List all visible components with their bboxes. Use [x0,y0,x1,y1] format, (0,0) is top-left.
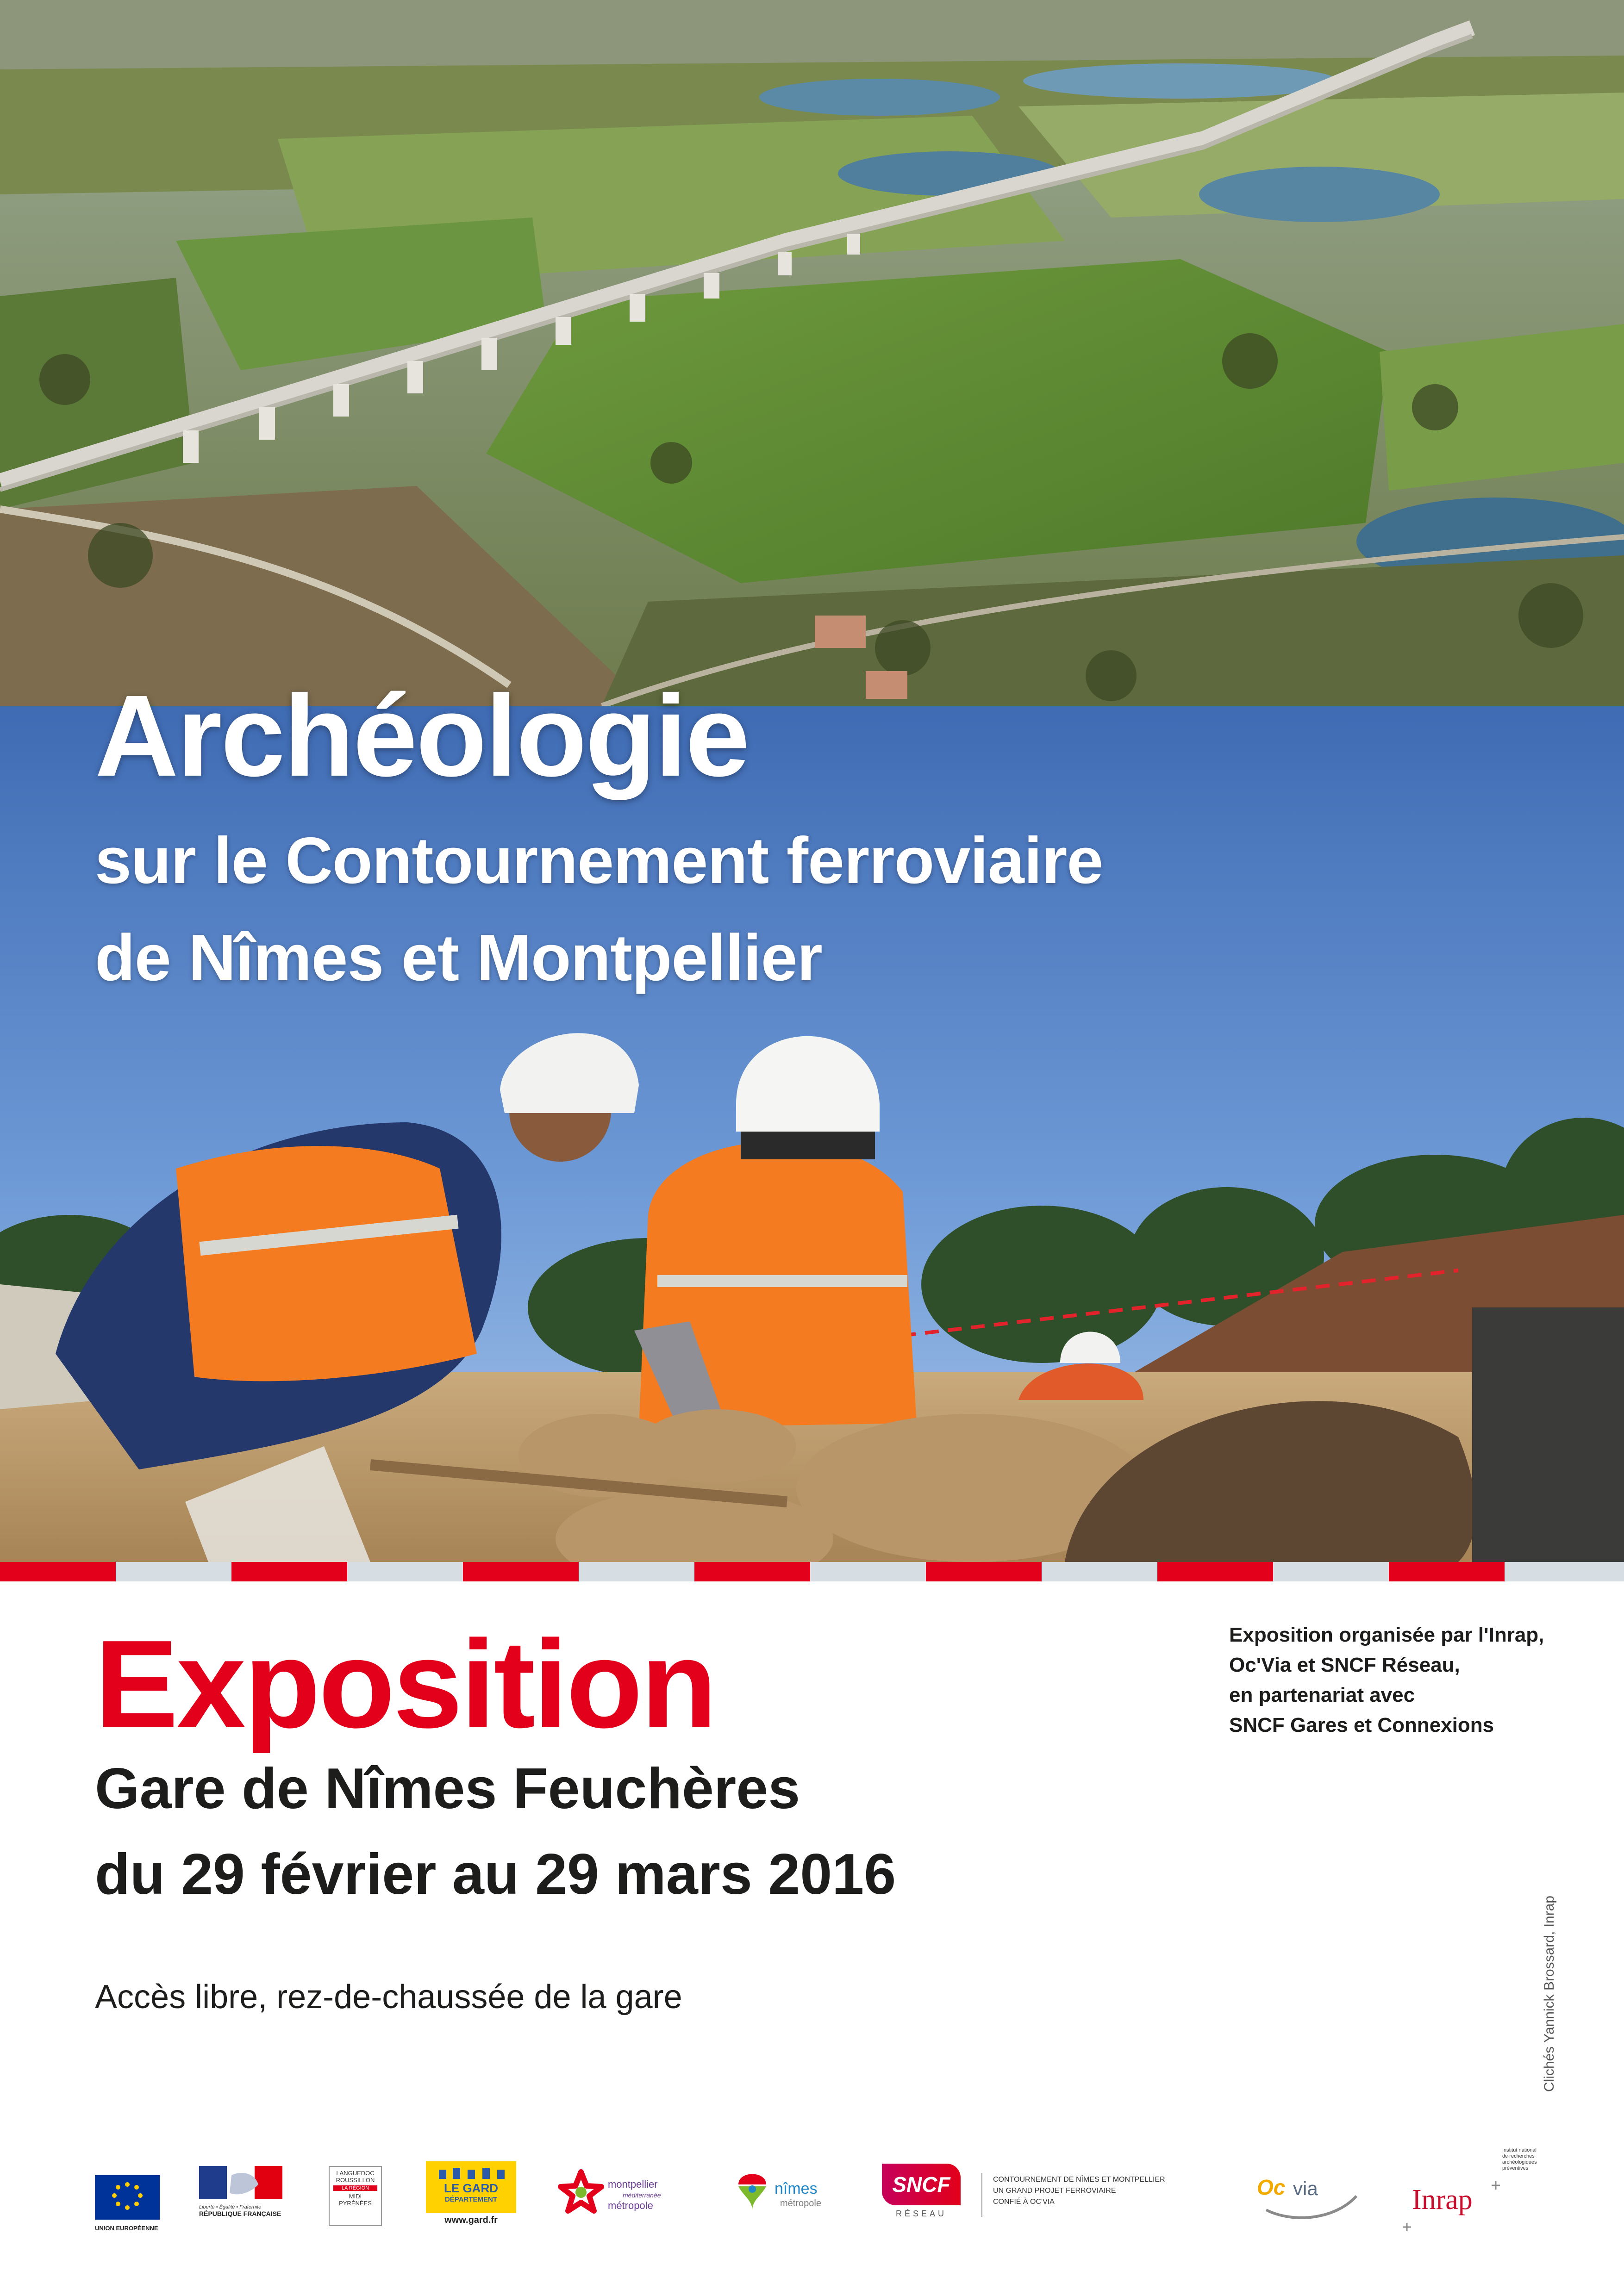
eu-flag-icon [95,2175,160,2220]
sncf-sub: RÉSEAU [895,2209,947,2218]
decorative-stripe [0,1562,1624,1581]
cnm-line-2: UN GRAND PROJET FERROVIAIRE [993,2187,1116,2195]
rf-label: RÉPUBLIQUE FRANÇAISE [199,2210,281,2217]
subtitle-line-1: sur le Contournement ferroviaire [95,824,1103,897]
ocvia-logo [1257,2173,1359,2224]
ocvia-oc: Oc [1257,2175,1286,2199]
venue: Gare de Nîmes Feuchères [95,1757,800,1821]
organizers-line-3: en partenariat avec [1229,1684,1415,1706]
exposition-title: Exposition [95,1615,716,1754]
montpellier-metropole-logo [558,2168,697,2219]
sncf-wordmark: SNCF [882,2164,961,2205]
partner-logos [0,2147,1624,2259]
inrap-wordmark: Inrap [1412,2184,1473,2215]
gard-figures-icon [434,2167,508,2179]
organizers-line-4: SNCF Gares et Connexions [1229,1714,1494,1736]
cnm-project-label [993,2174,1211,2208]
languedoc-line-5: PYRÉNÉES [339,2200,372,2207]
organizers-block [1229,1620,1581,1740]
eu-label: UNION EUROPÉENNE [95,2225,158,2232]
photo-credit: Clichés Yannick Brossard, Inrap [1542,1895,1557,2092]
gard-logo [426,2161,516,2228]
inrap-line-3: archéologiques [1502,2159,1537,2165]
nimes-line-1: nîmes [775,2180,818,2197]
montpellier-star-icon [558,2168,604,2215]
gard-subtitle: DÉPARTEMENT [444,2196,498,2203]
cnm-line-3: CONFIÉ À OC'VIA [993,2198,1055,2206]
inrap-line-1: Institut national [1502,2147,1537,2153]
nimes-drop-icon [734,2166,771,2212]
montpellier-line-3: métropole [608,2200,653,2211]
inrap-logo [1403,2147,1555,2240]
sncf-reseau-logo [882,2164,961,2224]
aerial-photo [0,0,1624,706]
cnm-line-1: CONTOURNEMENT DE NÎMES ET MONTPELLIER [993,2176,1165,2184]
gard-url: www.gard.fr [444,2215,498,2225]
gard-title: LE GARD [444,2181,498,2195]
languedoc-roussillon-logo [329,2166,382,2226]
montpellier-line-1: montpellier [608,2178,658,2190]
languedoc-line-4: MIDI [349,2193,362,2200]
main-title: Archéologie [95,671,749,800]
access-info: Accès libre, rez-de-chaussée de la gare [95,1979,682,2016]
aerial-photo-illustration [0,0,1624,706]
republique-francaise-logo [199,2166,282,2217]
languedoc-line-1: LANGUEDOC [336,2170,375,2177]
dates: du 29 février au 29 mars 2016 [95,1842,896,1906]
rf-motto: Liberté • Égalité • Fraternité [199,2204,262,2210]
languedoc-line-2: ROUSSILLON [336,2177,375,2184]
nimes-metropole-logo [734,2166,845,2221]
organizers-line-1: Exposition organisée par l'Inrap, [1229,1624,1544,1646]
organizers-line-2: Oc'Via et SNCF Réseau, [1229,1654,1460,1676]
eu-logo [95,2175,160,2232]
inrap-crosses-icon [1403,2147,1555,2240]
nimes-line-2: métropole [780,2198,821,2209]
montpellier-line-2: méditerranée [623,2191,661,2199]
subtitle-line-2: de Nîmes et Montpellier [95,921,822,995]
inrap-line-4: préventives [1502,2165,1529,2171]
marianne-flag-icon [199,2166,282,2199]
logo-divider [981,2173,982,2217]
inrap-line-2: de recherches [1502,2153,1535,2159]
languedoc-line-3: LA RÉGION [333,2185,377,2191]
ocvia-via: via [1293,2178,1318,2199]
